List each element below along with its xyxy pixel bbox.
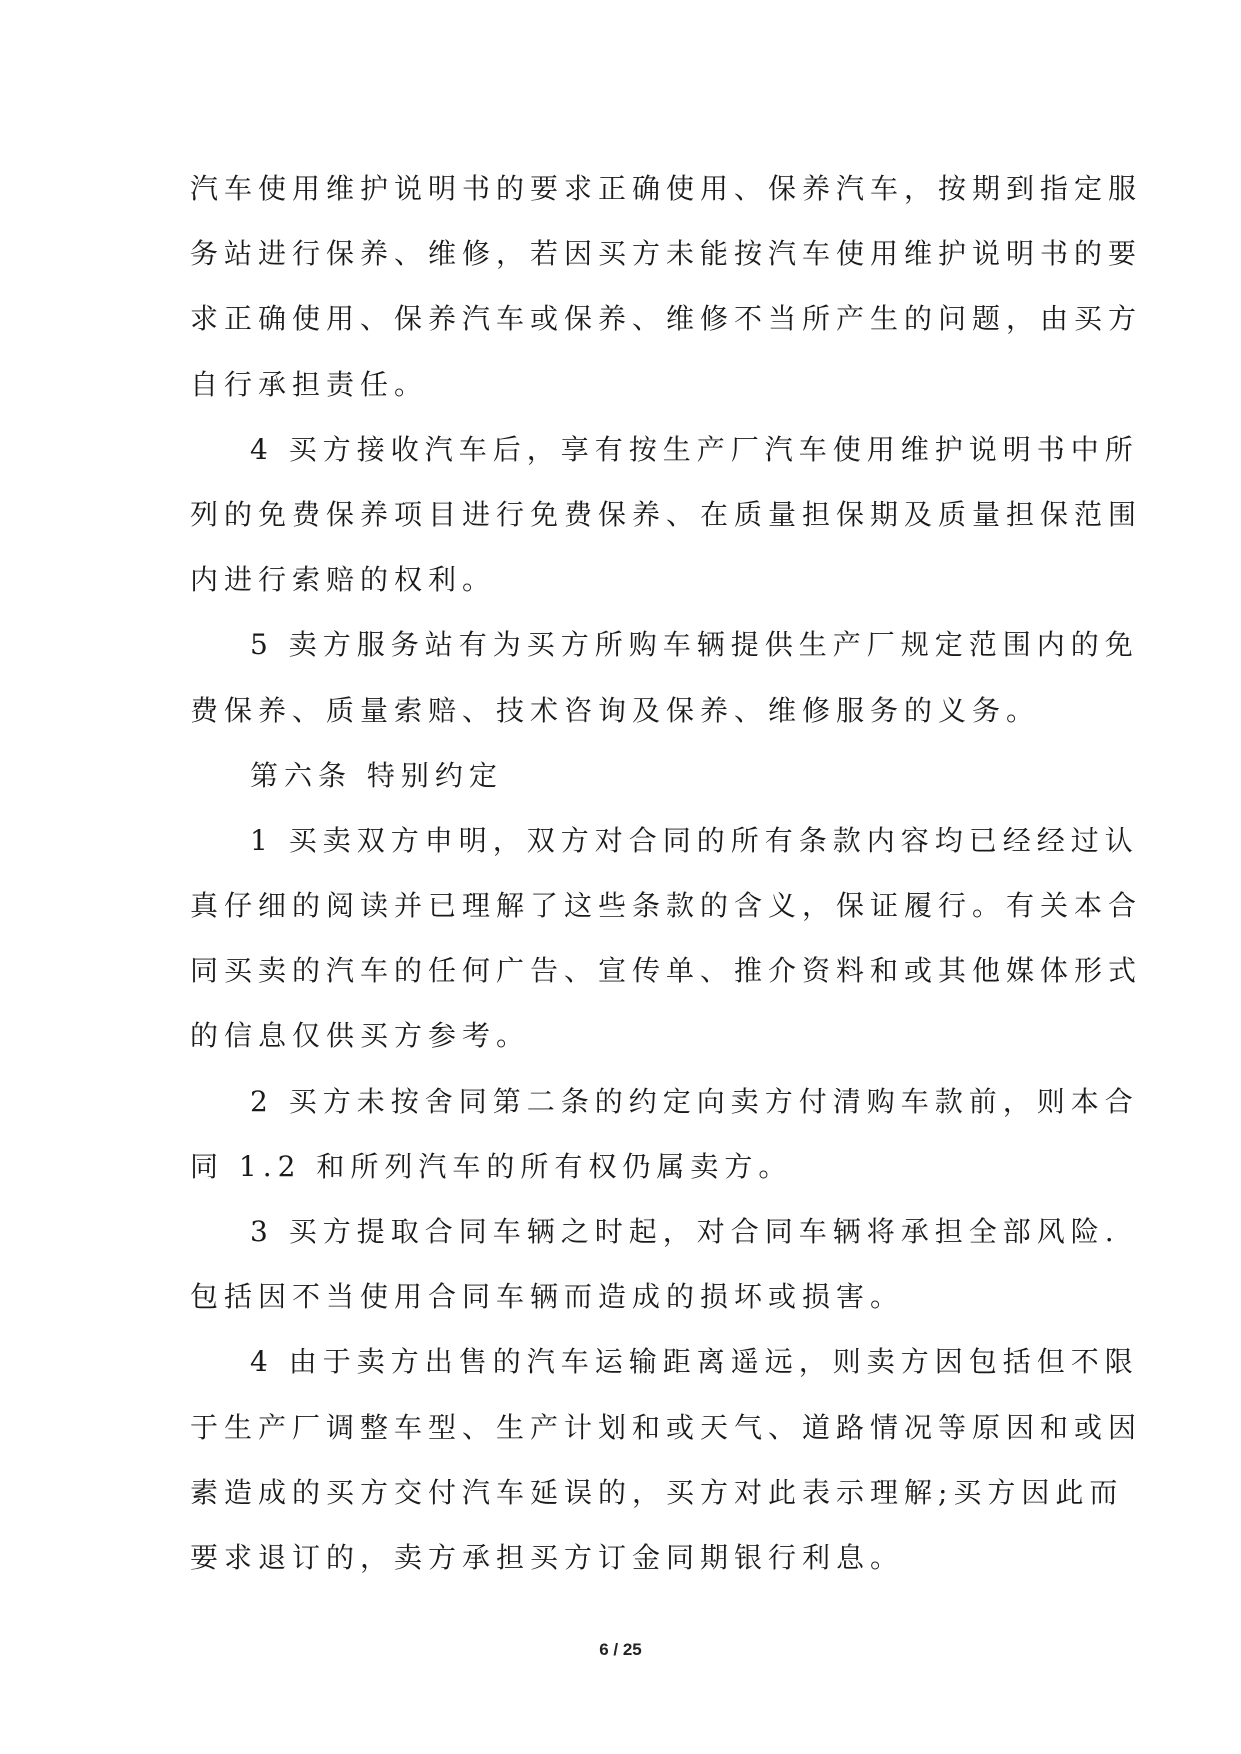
text-line: 4 由于卖方出售的汽车运输距离遥远，则卖方因包括但不限 xyxy=(250,1345,1139,1379)
text-line: 求正确使用、保养汽车或保养、维修不当所产生的问题，由买方 xyxy=(190,302,1143,336)
section-heading: 第六条 特别约定 xyxy=(250,758,503,792)
text-line: 汽车使用维护说明书的要求正确使用、保养汽车，按期到指定服 xyxy=(190,172,1143,205)
text-line: 2 买方未按舍同第二条的约定向卖方付清购车款前，则本合 xyxy=(250,1084,1139,1118)
text-line: 自行承担责任。 xyxy=(190,367,429,401)
text-line: 素造成的买方交付汽车延误的，买方对此表示理解;买方因此而 xyxy=(190,1475,1124,1509)
document-body xyxy=(190,156,1143,1590)
text-line: 包括因不当使用合同车辆而造成的损坏或损害。 xyxy=(190,1280,905,1314)
text-line: 内进行索赔的权利。 xyxy=(190,563,497,597)
text-line: 费保养、质量索赔、技术咨询及保养、维修服务的义务。 xyxy=(190,693,1041,727)
text-line: 5 卖方服务站有为买方所购车辆提供生产厂规定范围内的免 xyxy=(250,628,1139,662)
text-line: 的信息仅供买方参考。 xyxy=(190,1019,531,1053)
page-number: 6 / 25 xyxy=(599,1640,642,1659)
text-line: 4 买方接收汽车后，享有按生产厂汽车使用维护说明书中所 xyxy=(250,432,1139,466)
text-line: 同 1.2 和所列汽车的所有权仍属卖方。 xyxy=(190,1149,793,1183)
text-line: 于生产厂调整车型、生产计划和或天气、道路情况等原因和或因 xyxy=(190,1410,1143,1444)
text-line: 列的免费保养项目进行免费保养、在质量担保期及质量担保范围 xyxy=(190,497,1143,531)
text-line: 要求退订的，卖方承担买方订金同期银行利息。 xyxy=(190,1540,905,1574)
text-line: 真仔细的阅读并已理解了这些条款的含义，保证履行。有关本合 xyxy=(190,889,1143,923)
text-line: 1 买卖双方申明，双方对合同的所有条款内容均已经经过认 xyxy=(250,823,1139,857)
text-line: 同买卖的汽车的任何广告、宣传单、推介资料和或其他媒体形式 xyxy=(190,954,1143,988)
text-line: 3 买方提取合同车辆之时起，对合同车辆将承担全部风险. xyxy=(250,1215,1120,1248)
text-line: 务站进行保养、维修，若因买方未能按汽车使用维护说明书的要 xyxy=(190,237,1143,271)
